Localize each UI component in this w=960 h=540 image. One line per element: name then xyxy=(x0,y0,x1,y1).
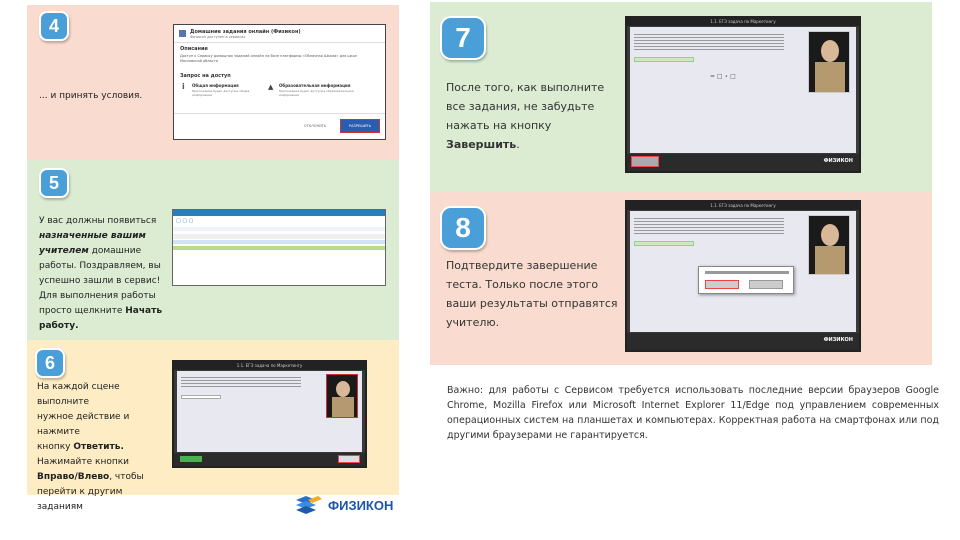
task-bottom-bar xyxy=(174,453,365,466)
request-heading: Запрос на доступ xyxy=(180,73,231,79)
step-5-text xyxy=(39,214,164,334)
step-4-badge: 4 xyxy=(39,11,69,41)
step-7-line-4: Завершить. xyxy=(446,138,520,151)
step-8-line-1: Подтвердите завершение xyxy=(446,259,598,272)
step-5-badge: 5 xyxy=(39,168,69,198)
general-info-sub: Приложение будет доступна общая информация xyxy=(192,89,250,97)
step-8-panel xyxy=(430,192,932,365)
edu-info-title: Образовательная информация xyxy=(279,83,351,88)
step-7-badge: 7 xyxy=(440,16,486,60)
answer-field-7[interactable] xyxy=(634,57,694,62)
step-7-line-3: нажать на кнопку xyxy=(446,119,552,132)
confirm-dialog xyxy=(698,266,794,294)
step-8-text xyxy=(446,256,626,332)
general-info-title: Общая информация xyxy=(192,83,239,88)
step-8-screenshot xyxy=(625,200,861,352)
reject-button[interactable]: ОТКЛОНИТЬ xyxy=(303,124,327,128)
task-title-bar-8: 1.1. ЕГЭ задача по Маркетингу xyxy=(627,202,859,210)
step-5-panel xyxy=(27,160,399,340)
step-6-line-4: Нажимайте кнопки xyxy=(37,457,130,467)
task-text-lines xyxy=(181,375,301,389)
step-4-text: ... и принять условия. xyxy=(39,91,143,101)
info-icon: i xyxy=(182,82,185,91)
dialog-app-icon xyxy=(179,30,186,37)
step-5-line-4: работы. Поздравляем, вы xyxy=(39,261,161,271)
step-5-line-8: работу. xyxy=(39,321,79,331)
allow-button[interactable]: РАЗРЕШИТЬ xyxy=(340,119,380,133)
dialog-divider xyxy=(174,42,385,43)
confirm-no-button[interactable] xyxy=(749,280,783,289)
step-6-screenshot xyxy=(172,360,367,468)
graduation-cap-icon: ▲ xyxy=(268,83,274,91)
task-title-bar: 1.1. ЕГЭ задача по Маркетингу xyxy=(174,362,365,370)
description-body: Доступ к Сервису домашних заданий онлайн на базе платформы «Облачная Школа» для школ Московской области xyxy=(180,54,358,63)
confirm-dialog-text xyxy=(705,271,789,274)
description-heading: Описание xyxy=(180,46,208,52)
task-screen-7 xyxy=(630,27,856,153)
app-header-bar xyxy=(173,210,385,216)
task-bottom-bar-8 xyxy=(627,333,859,350)
dialog-title: Домашние задания онлайн (Физикон) xyxy=(190,29,301,35)
step-8-line-4: учителю. xyxy=(446,316,500,329)
step-6-line-1: На каждой сцене выполните xyxy=(37,382,120,407)
edu-info-sub: Приложение будет доступна образовательная информация xyxy=(279,89,354,97)
step-5-line-6: Для выполнения работы xyxy=(39,291,156,301)
step-4-panel xyxy=(27,5,399,160)
physicon-logo-text: ФИЗИКОН xyxy=(328,497,394,513)
answer-button[interactable] xyxy=(338,455,360,463)
step-7-panel xyxy=(430,2,932,192)
step-8-line-2: теста. Только после этого xyxy=(446,278,599,291)
step-7-screenshot xyxy=(625,16,861,173)
step-5-line-5: успешно зашли в сервис! xyxy=(39,276,161,286)
step-7-text xyxy=(446,78,621,154)
step-6-badge: 6 xyxy=(35,348,65,378)
step-5-line-3: учителем домашние xyxy=(39,246,142,256)
task-text-lines-7 xyxy=(634,32,784,50)
confirm-yes-button[interactable] xyxy=(705,280,739,289)
physicon-mini-logo-8: ФИЗИКОН xyxy=(823,337,853,343)
step-6-line-2: нужное действие и нажмите xyxy=(37,412,130,437)
portrait-image-8 xyxy=(808,215,850,275)
step-7-line-2: все задания, не забудьте xyxy=(446,100,595,113)
task-title-bar-7: 1.1. ЕГЭ задача по Маркетингу xyxy=(627,18,859,26)
toolbar-strip xyxy=(173,227,385,231)
portrait-image xyxy=(326,374,358,418)
step-6-text xyxy=(37,380,167,515)
step-5-line-7: просто щелкните Начать xyxy=(39,306,163,316)
task-bottom-bar-7 xyxy=(627,154,859,171)
task-screen-8 xyxy=(630,211,856,332)
portrait-image-7 xyxy=(808,31,850,93)
dialog-footer-divider xyxy=(174,113,385,114)
browser-requirements-note: Важно: для работы с Сервисом требуется использовать последние версии браузеров Google Chrome, Mozilla Firefox или Microsoft Internet Explorer 11/Edge под управлением современных операционных систем на планшетах и компьютерах. Корректная работа на смартфонах или под другими браузерами не гарантируется. xyxy=(447,385,939,441)
toolbar-icons: ▢ ▢ ▢ xyxy=(176,218,194,224)
step-5-line-1: У вас должны появиться xyxy=(39,216,157,226)
step-8-badge: 8 xyxy=(440,206,486,250)
step-6-line-5: Вправо/Влево, чтобы xyxy=(37,472,144,482)
step-5-screenshot xyxy=(172,209,386,286)
answer-input[interactable] xyxy=(181,395,221,399)
task-text-lines-8 xyxy=(634,216,784,234)
step-8-line-3: ваши результаты отправятся xyxy=(446,297,618,310)
step-6-line-3: кнопку Ответить. xyxy=(37,442,124,452)
physicon-logo xyxy=(294,494,393,516)
left-nav-button[interactable] xyxy=(180,456,202,462)
finish-button[interactable] xyxy=(631,156,659,167)
step-7-line-1: После того, как выполните xyxy=(446,81,605,94)
step-6-line-6: перейти к другим заданиям xyxy=(37,487,123,512)
table-row-highlight[interactable] xyxy=(173,246,385,250)
table-row-blue xyxy=(173,240,385,244)
formula-7: = □ ⋆ □ xyxy=(710,73,736,80)
dialog-subtitle: Физикон доступен в сервисах xyxy=(190,35,246,39)
step-4-screenshot xyxy=(173,24,386,140)
physicon-mini-logo: ФИЗИКОН xyxy=(823,158,853,164)
answer-field-8[interactable] xyxy=(634,241,694,246)
table-header xyxy=(173,234,385,239)
task-screen xyxy=(177,371,362,452)
step-5-line-2: назначенные вашим xyxy=(39,231,146,241)
physicon-logo-icon xyxy=(294,494,324,516)
